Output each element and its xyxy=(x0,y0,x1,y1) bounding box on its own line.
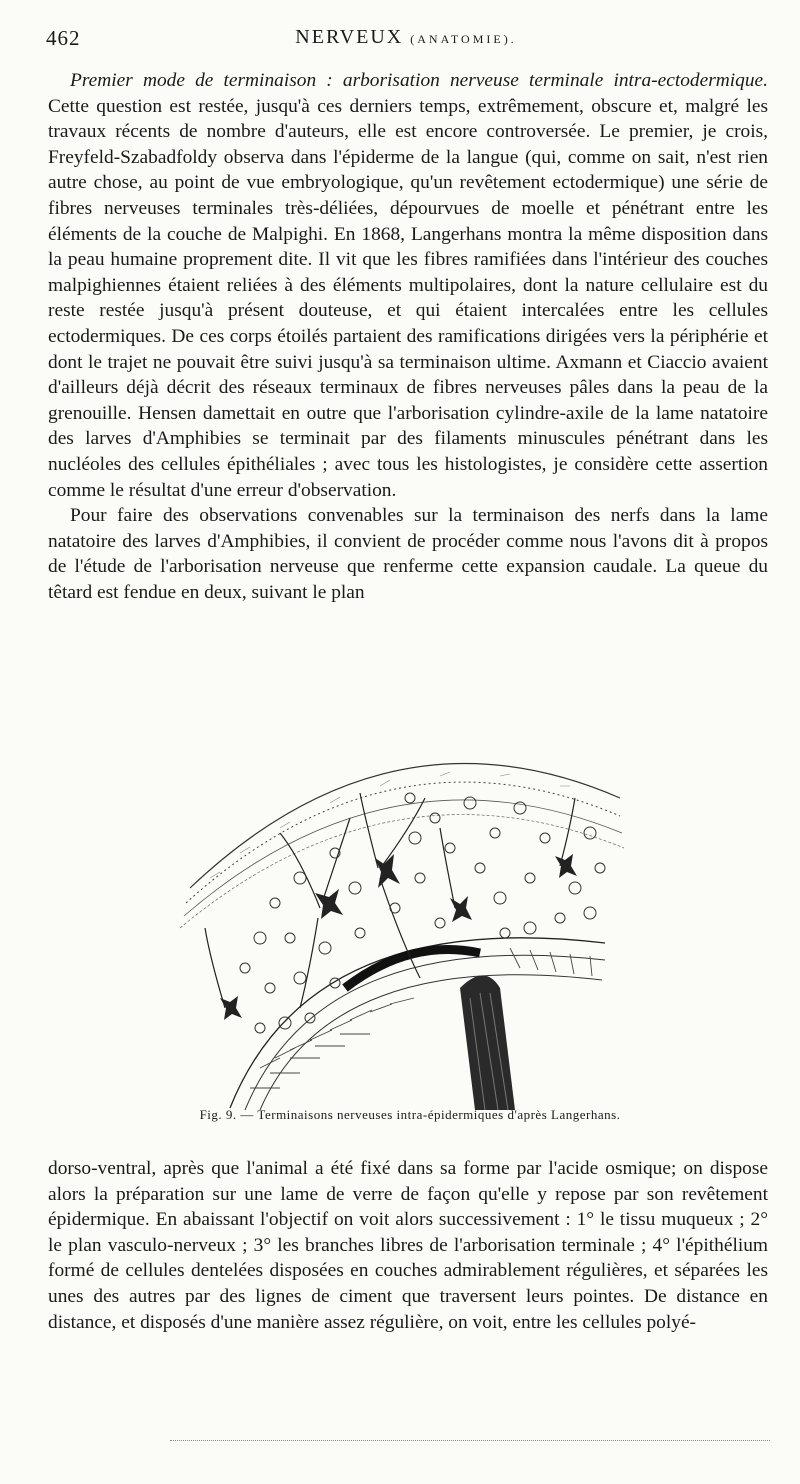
running-header xyxy=(46,26,766,58)
running-title-main: NERVEUX xyxy=(295,26,404,48)
paragraph xyxy=(48,68,768,503)
body-text-bottom xyxy=(48,1156,768,1335)
body-text-top xyxy=(48,68,768,605)
paragraph-text: Pour faire des observations convenables sur la terminaison des nerfs dans la lame natatoire des larves d'Amphibies, il convient de procéder comme nous l'avons dit à propos de l'étude de l'arborisation nerveuse que renferme cette expansion caudale. La queue du têtard est fendue en deux, suivant le plan xyxy=(48,505,768,603)
nerve-endings-engraving xyxy=(150,738,650,1110)
paragraph-text: Cette question est restée, jusqu'à ces derniers temps, extrêmement, obscure et, malgré les travaux récents de nombre d'auteurs, elle est encore controversée. Le premier, je crois, Freyfeld-Szabadfoldy observa dans l'épiderme de la langue (qui, comme on sait, n'est rien autre chose, au point de vue embryologique, qu'un revêtement ectodermique) une série de fibres nerveuses terminales très-déliées, dépourvues de moelle et pénétrant entre les éléments de la couche de Malpighi. En 1868, Langerhans montra la même disposition dans la peau humaine proprement dite. Il vit que les fibres ramifiées dans l'intérieur des couches malpighiennes étaient reliées à des éléments multipolaires, dont la nature cellulaire est du reste restée jusqu'à présent douteuse, et qui étaient intercalées entre les cellules ectodermiques. De ces corps étoilés partaient des ramifications dirigées vers la périphérie et dont le trajet ne pouvait être suivi jusqu'à sa terminaison ultime. Axmann et Ciaccio avaient d'ailleurs déjà décrit des réseaux terminaux de fibres nerveuses pâles dans la peau de la grenouille. Hensen damettait en outre que l'arborisation cylindre-axile de la lame natatoire des larves d'Amphibies se terminait par des filaments minuscules pénétrant dans les nucléoles des cellules épithéliales ; avec tous les histologistes, je considère cette assertion comme le résultat d'une erreur d'observation. xyxy=(48,95,768,501)
running-title xyxy=(46,26,766,49)
page-number: 462 xyxy=(46,26,81,50)
page-bottom-rule xyxy=(170,1440,770,1447)
running-title-sub: (ANATOMIE). xyxy=(410,32,517,46)
section-lead: Premier mode de terminaison : arborisation nerveuse terminale intra-ectodermique. xyxy=(70,70,768,91)
paragraph-text: dorso-ventral, après que l'animal a été fixé dans sa forme par l'acide osmique; on dispose alors la préparation sur une lame de verre de façon qu'elle y repose par son revêtement épidermique. En abaissant l'objectif on voit alors successivement : 1° le tissu muqueux ; 2° le plan vasculo-nerveux ; 3° les branches libres de l'arborisation terminale ; 4° l'épithélium formé de cellules dentelées disposées en couches admirablement régulières, et séparées les unes des autres par des lignes de ciment que traversent leurs pointes. De distance en distance, et disposés d'une manière assez régulière, on voit, entre les cellules polyé- xyxy=(48,1158,768,1333)
paragraph xyxy=(48,1156,768,1335)
figure-illustration xyxy=(150,738,650,1110)
paragraph xyxy=(48,503,768,605)
figure-caption xyxy=(0,1107,800,1123)
figure-caption-text: Fig. 9. — Terminaisons nerveuses intra-épidermiques d'après Langerhans. xyxy=(199,1107,621,1122)
